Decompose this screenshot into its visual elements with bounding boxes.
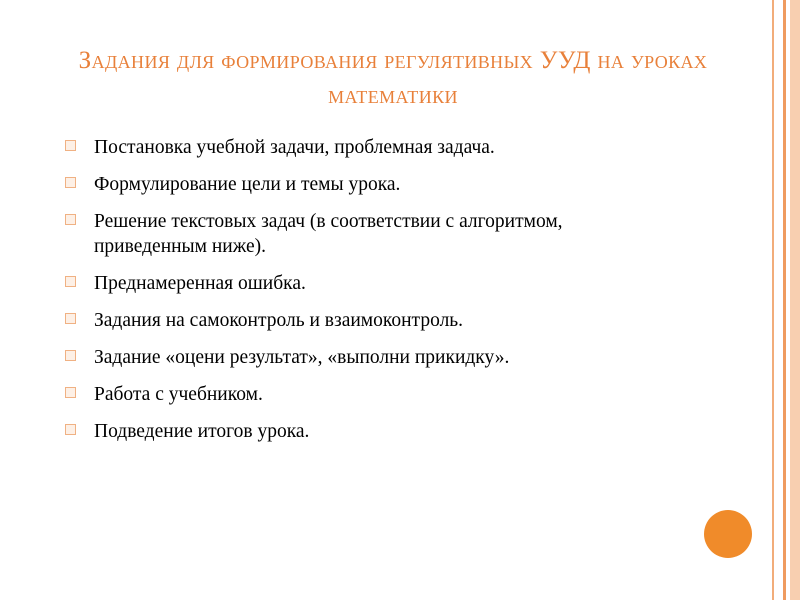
list-item-label: Работа с учебником. (94, 383, 263, 405)
square-bullet-icon (65, 313, 76, 324)
bullet-list (58, 136, 678, 445)
square-bullet-icon (65, 276, 76, 287)
list-item (58, 420, 678, 445)
list-item (58, 136, 678, 161)
list-item (58, 346, 678, 371)
square-bullet-icon (65, 177, 76, 188)
page-title: Задания для формирования регулятивных УУД на уроках математики (78, 47, 708, 109)
list-item-label: Преднамеренная ошибка. (94, 272, 306, 294)
list-item (58, 383, 678, 408)
list-item (58, 173, 678, 198)
orange-circle-icon (704, 510, 752, 558)
right-edge-decoration (772, 0, 800, 600)
list-item-label: Решение текстовых задач (в соответствии с алгоритмом, приведенным ниже). (94, 210, 563, 257)
list-item-label: Формулирование цели и темы урока. (94, 173, 401, 195)
square-bullet-icon (65, 140, 76, 151)
list-item (58, 272, 678, 297)
list-item (58, 210, 678, 260)
list-item-label: Задание «оцени результат», «выполни прикидку». (94, 346, 510, 368)
list-item-label: Задания на самоконтроль и взаимоконтроль. (94, 309, 464, 331)
right-edge-stripe-dark (783, 0, 786, 600)
right-edge-stripe-light (790, 0, 800, 600)
square-bullet-icon (65, 387, 76, 398)
list-item-label: Постановка учебной задачи, проблемная задача. (94, 137, 495, 158)
square-bullet-icon (65, 214, 76, 225)
list-item-label: Подведение итогов урока. (94, 420, 310, 442)
list-item (58, 309, 678, 334)
square-bullet-icon (65, 350, 76, 361)
square-bullet-icon (65, 424, 76, 435)
